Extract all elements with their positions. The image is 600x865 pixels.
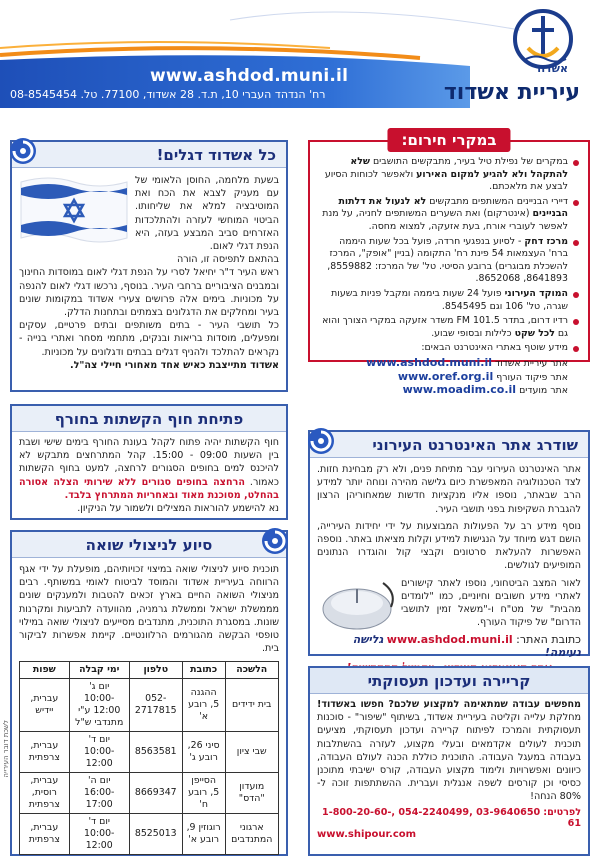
website-paragraph: נוסף מידע רב על הפעולות המבוצעות על ידי יחידות העירייה, הושם דגש מיוחד על הנגישות למידע וקלות מציאתו באתר. נוספה האפשרות להעלאת סרטונים וקבצי קול והוגדרו הנתונים המופיעים לגולשים.	[317, 520, 581, 572]
table-header: כתובת	[182, 662, 225, 679]
website-title: שודרג אתר האינטרנט העירוני	[372, 435, 578, 454]
beach-title-bar	[12, 406, 286, 432]
beach-box	[10, 404, 288, 520]
career-title-bar	[310, 668, 588, 694]
site-link[interactable]: www.ashdod.muni.il	[366, 355, 493, 369]
emergency-item: דיירי הבניינים המשותפים מתבקשים לא לנעול את דלתות הבניינים (אינטרקום) ואת השערים המשותפים לחניה, על מנת לאפשר לעוברי אורח, בעת אזעקה, למצוא מחסה.	[318, 196, 580, 234]
swirl-icon	[306, 426, 336, 456]
beach-paragraph: חוף הקשתות יהיה פתוח לקהל בעונת החורף בימים שישי ושבת בין השעות 09:00 - 15:00. קהל המתרחצים מתבקש לא להיכנס למים בחופים הסגורים לרחצה, למעט בחוף הקשתות כאמור. הרחצה בחופים סגורים ללא שירותי הצלה אסורה בהחלט, מסוכנת מאוד ובאחריות המתרחץ בלבד.	[19, 437, 279, 501]
beach-title: פתיחת חוף הקשתות בחורף	[54, 409, 244, 428]
table-header: שפות	[20, 662, 70, 679]
site-link[interactable]: www.oref.org.il	[397, 369, 494, 383]
flags-box	[10, 140, 288, 392]
table-header: ימי קבלה	[69, 662, 129, 679]
flags-paragraph: בשעת מלחמה, החוסן הלאומי של עם מעניק לצבא את הכח ואת המוטיבציה למלא את שליחותו. הביטוי המוחשי לעזרה ולהתלכדות האזרחים סביב המבצע בעזה, היא הנפת דגלי לאום.	[135, 175, 279, 253]
israel-flag-icon	[19, 174, 129, 246]
computer-mouse-icon	[317, 577, 397, 633]
table-row: מועדון "הדס" הסייפן 5, רובע ח' 8669347 יום ה' 16:00-17:00 עברית, רוסית, צרפתית	[20, 773, 279, 814]
swirl-icon	[8, 136, 38, 166]
table-header: טלפון	[129, 662, 182, 679]
career-title: קריירה ועדכון תעסוקתי	[367, 671, 531, 690]
swirl-icon	[260, 526, 290, 556]
emergency-box	[308, 131, 590, 397]
table-row: בית ידידים ההגנה 5, רובע א' 052-2717815 יום ג' 10:00-12:00 ע"י מתנדבי ש"ל עברית, יידיש	[20, 679, 279, 732]
flags-slogan: אשדוד מתייצבת כאיש אחד מאחורי חיילי צה"ל.	[69, 359, 279, 371]
beach-warning: הרחצה בחופים סגורים ללא שירותי הצלה אסורה בהחלט, מסוכנת מאוד ובאחריות המתרחץ בלבד.	[19, 476, 279, 501]
emergency-sites: אתר עיריית אשדוד www.ashdod.muni.il אתר פיקוד העורף www.oref.org.il אתר מועדים www.moadim.co.il	[366, 355, 568, 397]
flags-paragraph: ראש העיר ד"ר יחיאל לסרי על הנפת דגלי לאום במוסדות החינוך ובמבנים הציבוריים ברחבי העיר. בנוסף, נרכשו דגלי לאום להנפה על מכוניות. בימים אלה פרושים צעירי אשדוד במקומות שונים בעיר ומחלקים את הדגלונים בצמתים ובתחנות הדלק.	[19, 267, 279, 319]
side-credit: לשכת דובר העירייה	[2, 720, 10, 778]
emergency-item: במקרים של נפילת טיל בעיר, מתבקשים התושבים שלא להתקהל ולא להגיע למקום האירוע ולאפשר לכוחות הסיוע לבצע את מלאכתם.	[318, 156, 580, 194]
table-row: שבי ציון סיני 26, רובע ג' 8563581 יום ד' 10:00-12:00 עברית, צרפתית	[20, 732, 279, 773]
city-name: עיריית אשדוד	[443, 80, 580, 105]
survivors-table	[19, 661, 279, 855]
career-box	[308, 666, 590, 856]
flags-paragraph: כל תושבי העיר - בתים משותפים ובתים פרטיים, עסקים ומפעלים, מוסדות בריאות ובנקים, מתחמי מסחר ואתרי בנייה - נקראים להתלכד ולהניף דגלים בבתים ודגלונים על מכוניות.	[19, 320, 279, 358]
survivors-title: סיוע לניצולי שואה	[85, 535, 213, 554]
emergency-item: המוקד העירוני פועל 24 שעות ביממה ומקבל פניות בשעות שגרה, טל' 106 וגם 8545495.	[318, 288, 580, 313]
table-header: הלשכה	[225, 662, 278, 679]
beach-paragraph: נא להישמע להוראות המצילים ולשמור על הניקיון.	[77, 503, 279, 515]
header-url[interactable]: www.ashdod.muni.il	[150, 66, 349, 86]
survivors-box	[10, 530, 288, 856]
website-box	[308, 430, 590, 660]
surf-greeting: גלישה נעימה!	[352, 633, 581, 660]
emergency-item: מרכז דחק - לסיוע בנפגעי חרדה, פועל בכל שעות היממה ברח' העצמאות 54 פינת רח' התקומה (בניין "אופק", המרכז להשכלת מבוגרים) ברובע הסיטי. טל' של המרכז: 8559882, 8641893, 8652068.	[318, 236, 580, 286]
emergency-list	[318, 156, 580, 355]
emergency-item: רדיו דרום, בתדר 101.5 FM משדר אזעקה במקרי הצורך והוא גם לכל שקט כלילות ובסופי שבוע.	[318, 315, 580, 340]
career-paragraph: מחפשים עבודה שמתאימה למקצוע שלכם? חפשו באשדוד! מחלקת עלייה וקליטה בעיריית אשדוד, בשיתוף "שיפור" - סוכנות תעסוקתית והמרכז לפיתוח קריירה ועדכון תעסוקתי, מציעים תוכנית לעולים אקדמאים ובעלי מקצוע, לעזרה בהשתלבות בעבודה במעגל העבודה. התוכנית כוללת הכנה לעולם העבודה, כיוונים ואפשרויות ולימוד מקצוע העבודה, קורס ישיבתי מתוכנן כסיסי וכן קורסים לשפה אנגלית ועברית. ההשתתפות זוכה ל- 80% הנחה!	[317, 699, 581, 803]
website-paragraph: לאור המצב הביטחוני, נוספו לאתר קישורים לאתרי מידע חשובים וחיוניים, כמו "לומדים מהבית" של מט"ח ו-"משאל זמין לתושבי הדרום" של פיקוד העורף.	[401, 577, 581, 629]
site-link[interactable]: www.moadim.co.il	[402, 383, 517, 397]
website-title-bar	[310, 432, 588, 458]
career-contact: לפרטים: 03-9640650 ,054-2240499 ,1-800-20-60-61	[322, 806, 581, 829]
table-header-row	[20, 662, 279, 679]
emergency-title: במקרי חירום:	[387, 128, 510, 152]
logo-text: אשדוד	[534, 62, 568, 75]
emergency-item: מידע שוטף באתרי האינטרנט הבאים:	[318, 342, 580, 355]
flags-paragraph-tail: בהתאם לתפיסה זו, הורה	[177, 254, 279, 266]
page-header	[0, 0, 600, 108]
flags-title: כל אשדוד דגלים!	[156, 145, 276, 164]
website-paragraph: אתר האינטרנט העירוני עבר מתיחת פנים, ולא רק מבחינת חזות. לצד הטכנולוגיה המאפשרת כיום גלישה מהירה ונוחה יותר למידע הרב שבאתר, נוספו אליו מנקציות חדשות שמאחוריהן הרצון להגברת השקיפות בפני תושבי העיר.	[317, 464, 581, 515]
header-address: רח' הנדהד העברי 10, ת.ד. 28 אשדוד, 77100. טל. 08-8545454	[10, 88, 326, 101]
career-phones: 03-9640650 ,054-2240499 ,1-800-20-60-61	[322, 806, 581, 829]
flags-title-bar	[12, 142, 286, 168]
survivors-paragraph: תוכנית סיוע לניצולי שואה במיצוי זכויותיהם, מופעלת על ידי אגף הרווחה בעיריית אשדוד והמוסד לביטוח לאומי במשותף. רבים מניצולי השואה החיים בארץ זכאים להטבות ולמענקים שונים מממשלת ישראל וממשלת גרמניה, מהוועדה לתביעות ומקרנות שונות. במסגרת התוכנית, מתנדבים מסייעים לניצולי שואה במילוי טופסי הבקשה מהגורמים הרלוונטיים. קיימת אפשרות לביקור בית.	[19, 564, 279, 655]
survivors-title-bar	[12, 532, 286, 558]
table-row: ארגוני המתנדבים רוגוזין 9, רובע א' 8525013 יום ד' 10:00-12:00 עברית, צרפתית	[20, 814, 279, 855]
website-address-line: כתובת האתר: www.ashdod.muni.il גלישה נעימה!	[352, 633, 581, 660]
career-website[interactable]: www.shipour.com	[317, 828, 417, 840]
website-link[interactable]: www.ashdod.muni.il	[386, 633, 513, 647]
